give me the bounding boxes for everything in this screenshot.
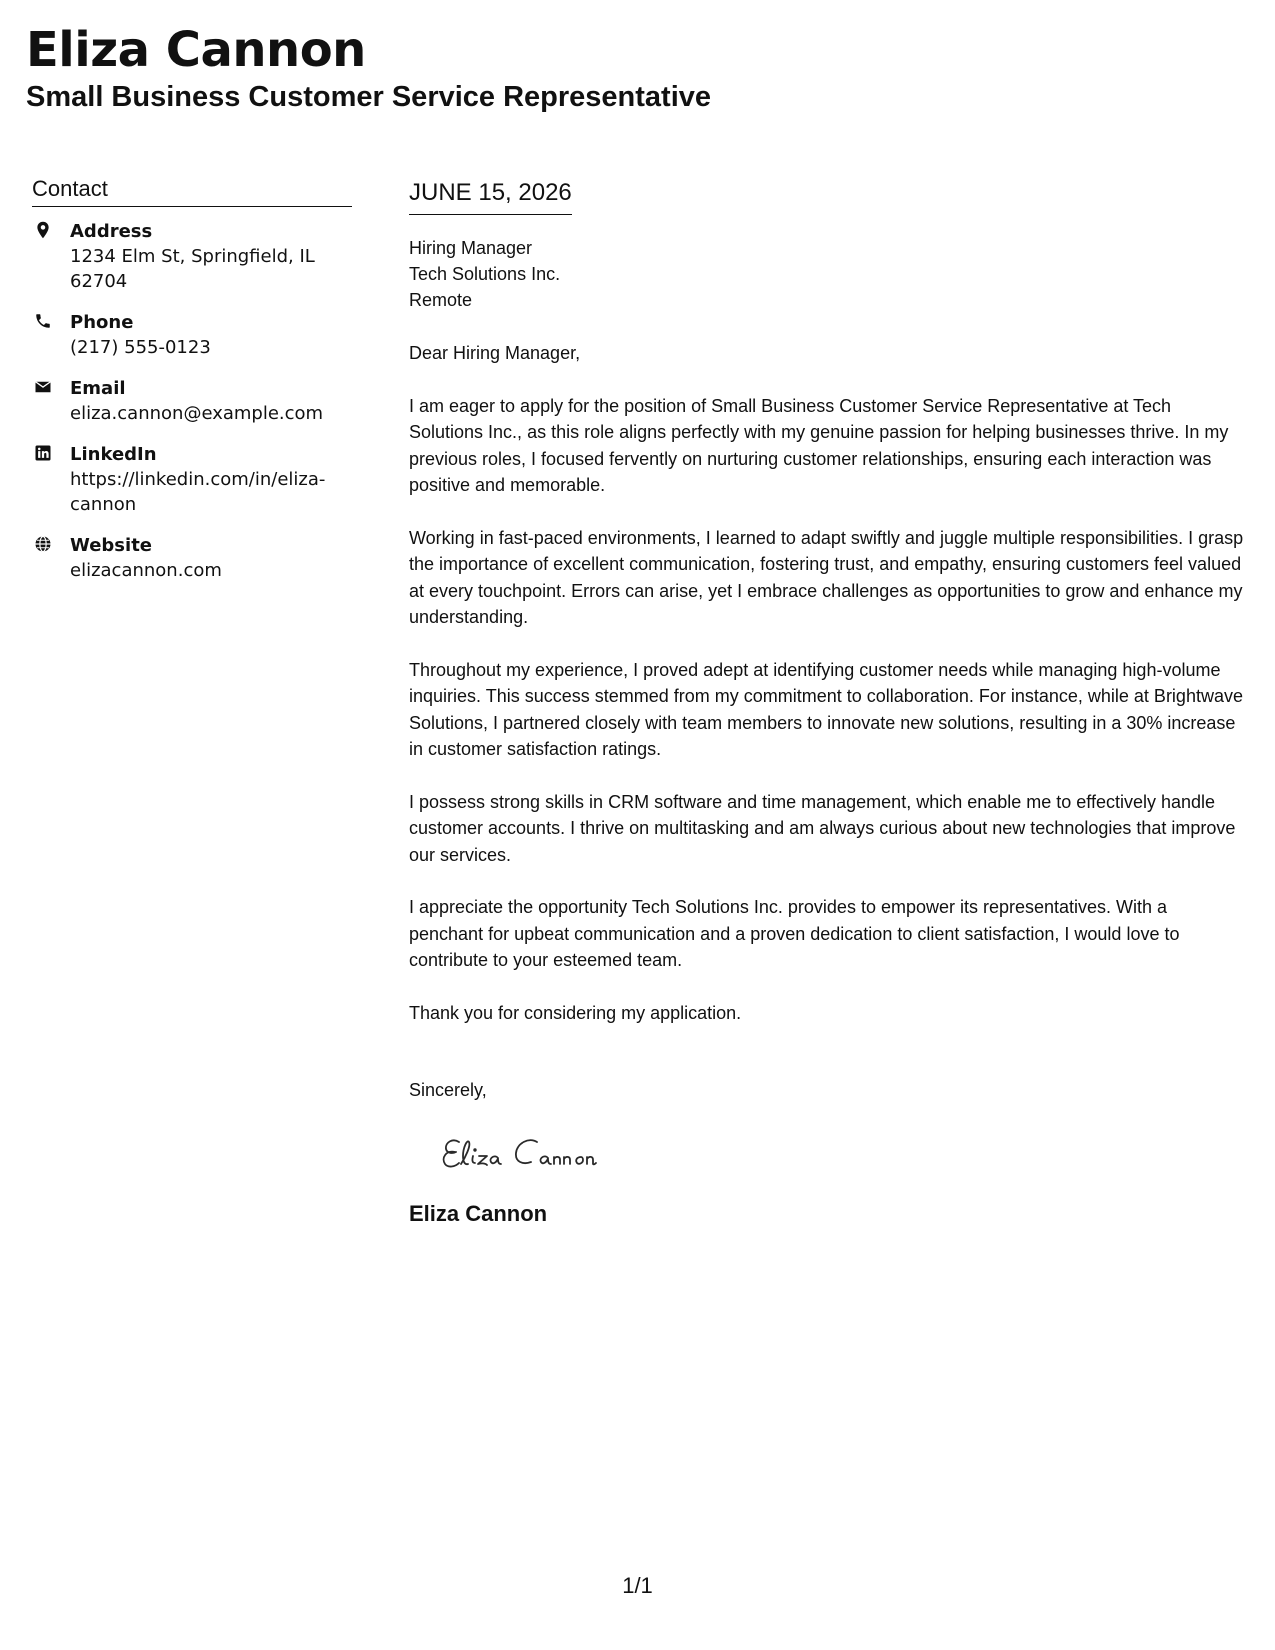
- website-value[interactable]: elizacannon.com: [70, 560, 222, 581]
- contact-heading: Contact: [32, 175, 352, 207]
- body-paragraph: Thank you for considering my application.: [409, 1002, 742, 1023]
- address-value: 1234 Elm St, Springfield, IL 62704: [70, 246, 315, 292]
- recipient-block: [409, 235, 1244, 313]
- resume-header: [26, 20, 711, 114]
- applicant-title: Small Business Customer Service Representative: [26, 81, 712, 113]
- phone-value[interactable]: (217) 555-0123: [70, 337, 211, 358]
- body-paragraph: Working in fast-paced environments, I learned to adapt swiftly and juggle multiple responsibilities. I grasp the importance of excellent communication, fostering trust, and empathy, ensuring customers feel valued at every touchpoint. Errors can arise, yet I embrace challenges as opportunities to grow and enhance my understanding.: [409, 527, 1244, 627]
- contact-sidebar: [32, 175, 352, 599]
- contact-label: Phone: [70, 312, 134, 333]
- signed-name: Eliza Cannon: [409, 1200, 548, 1226]
- applicant-name: Eliza Cannon: [26, 22, 366, 78]
- contact-item-address: [32, 219, 352, 294]
- contact-item-website: [32, 533, 352, 583]
- contact-item-linkedin: [32, 442, 352, 517]
- envelope-icon: [34, 378, 52, 396]
- recipient-location: Remote: [409, 290, 473, 310]
- linkedin-icon: [34, 444, 52, 462]
- contact-item-email: [32, 376, 352, 426]
- cover-letter-body: [409, 178, 1244, 1228]
- globe-icon: [34, 535, 52, 553]
- body-paragraph: I am eager to apply for the position of Small Business Customer Service Representative at Tech Solutions Inc., as this role aligns perfectly with my genuine passion for helping businesses thrive. In my previous roles, I focused fervently on nurturing customer relationships, ensuring each interaction was positive and memorable.: [409, 395, 1229, 495]
- contact-label: Address: [70, 221, 153, 242]
- letter-date: JUNE 15, 2026: [409, 178, 572, 215]
- body-paragraph: Throughout my experience, I proved adept at identifying customer needs while managing high-volume inquiries. This success stemmed from my commitment to collaboration. For instance, while at Brightwave Solutions, I partnered closely with team members to innovate new solutions, resulting in a 30% increase in customer satisfaction ratings.: [409, 659, 1243, 759]
- body-paragraph: I appreciate the opportunity Tech Solutions Inc. provides to empower its representatives. With a penchant for upbeat communication and a proven dedication to client satisfaction, I would love to contribute to your esteemed team.: [409, 897, 1180, 970]
- contact-label: Email: [70, 378, 126, 399]
- phone-icon: [34, 312, 52, 330]
- body-paragraph: I possess strong skills in CRM software and time management, which enable me to effectively handle customer accounts. I thrive on multitasking and am always curious about new technologies that improve our services.: [409, 791, 1236, 865]
- contact-item-phone: [32, 310, 352, 360]
- email-value[interactable]: eliza.cannon@example.com: [70, 403, 324, 424]
- map-pin-icon: [34, 221, 52, 239]
- page-number: 1/1: [622, 1573, 653, 1598]
- recipient-name: Hiring Manager: [409, 238, 533, 258]
- contact-label: Website: [70, 535, 153, 556]
- handwritten-signature: [437, 1126, 1244, 1182]
- recipient-company: Tech Solutions Inc.: [409, 264, 561, 284]
- linkedin-value[interactable]: https://linkedin.com/in/eliza-cannon: [70, 469, 326, 515]
- closing: Sincerely,: [409, 1080, 487, 1100]
- contact-label: LinkedIn: [70, 444, 157, 465]
- salutation: Dear Hiring Manager,: [409, 343, 581, 363]
